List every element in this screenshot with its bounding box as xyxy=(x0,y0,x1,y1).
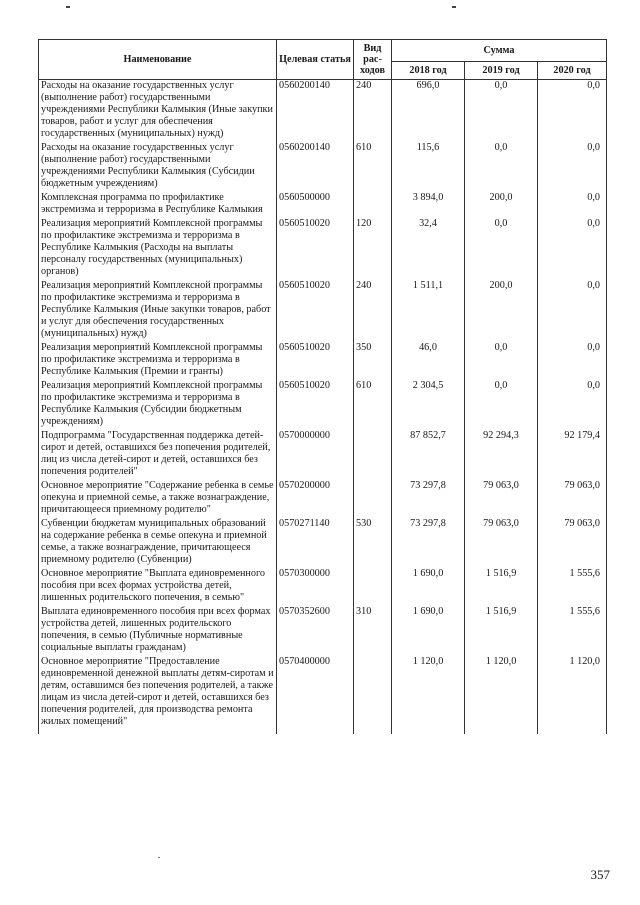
row-expense-type: 610 xyxy=(354,380,392,430)
table-row xyxy=(39,430,607,480)
scan-speck xyxy=(158,857,160,858)
row-sum-2018: 32,4 xyxy=(392,218,465,280)
row-sum-2020: 0,0 xyxy=(538,280,607,342)
row-sum-2020: 0,0 xyxy=(538,218,607,280)
row-target-article: 0570271140 xyxy=(277,518,354,568)
row-sum-2018: 1 690,0 xyxy=(392,568,465,606)
row-name: Реализация мероприятий Комплексной программы по профилактике экстремизма и терроризма в Республике Калмыкия (Расходы на выплаты персоналу государственных (муниципальных) органов) xyxy=(39,218,277,280)
row-name: Расходы на оказание государственных услуг (выполнение работ) государственными учреждениями Республики Калмыкия (Иные закупки товаров, работ и услуг для обеспечения государственных (муниципальных) нужд) xyxy=(39,80,277,143)
row-target-article: 0560510020 xyxy=(277,280,354,342)
table-row xyxy=(39,606,607,656)
row-target-article: 0570200000 xyxy=(277,480,354,518)
scan-mark xyxy=(66,6,70,8)
row-sum-2020: 0,0 xyxy=(538,80,607,143)
row-sum-2019: 92 294,3 xyxy=(465,430,538,480)
row-sum-2020: 0,0 xyxy=(538,192,607,218)
row-target-article: 0560200140 xyxy=(277,80,354,143)
row-sum-2020: 79 063,0 xyxy=(538,518,607,568)
row-sum-2019: 0,0 xyxy=(465,218,538,280)
table-row xyxy=(39,380,607,430)
row-sum-2020: 0,0 xyxy=(538,380,607,430)
row-expense-type: 240 xyxy=(354,280,392,342)
row-sum-2018: 46,0 xyxy=(392,342,465,380)
row-sum-2018: 2 304,5 xyxy=(392,380,465,430)
row-target-article: 0560500000 xyxy=(277,192,354,218)
row-sum-2020: 92 179,4 xyxy=(538,430,607,480)
row-name: Основное мероприятие "Выплата единовременного пособия при всех формах устройства детей, лишенных родительского попечения, в семью" xyxy=(39,568,277,606)
row-sum-2018: 73 297,8 xyxy=(392,518,465,568)
table-body xyxy=(39,80,607,735)
row-expense-type: 240 xyxy=(354,80,392,143)
page-number: 357 xyxy=(590,867,610,882)
row-name: Субвенции бюджетам муниципальных образований на содержание ребенка в семье опекуна и приемной семье, а также вознаграждение, причитающееся приемному родителю (Субвенции) xyxy=(39,518,277,568)
row-expense-type xyxy=(354,430,392,480)
row-sum-2020: 1 555,6 xyxy=(538,606,607,656)
row-target-article: 0560200140 xyxy=(277,142,354,192)
header-sum: Сумма xyxy=(392,40,607,62)
row-sum-2019: 79 063,0 xyxy=(465,480,538,518)
row-sum-2018: 87 852,7 xyxy=(392,430,465,480)
row-sum-2018: 3 894,0 xyxy=(392,192,465,218)
row-target-article: 0560510020 xyxy=(277,380,354,430)
row-name: Выплата единовременного пособия при всех формах устройства детей, лишенных родительского попечения, в семью (Публичные нормативные социальные выплаты гражданам) xyxy=(39,606,277,656)
row-sum-2019: 1 516,9 xyxy=(465,606,538,656)
row-name: Реализация мероприятий Комплексной программы по профилактике экстремизма и терроризма в Республике Калмыкия (Субсидии бюджетным учреждениям) xyxy=(39,380,277,430)
table-row xyxy=(39,342,607,380)
row-sum-2018: 73 297,8 xyxy=(392,480,465,518)
table-row xyxy=(39,192,607,218)
row-sum-2019: 0,0 xyxy=(465,142,538,192)
table-row xyxy=(39,656,607,734)
header-name: Наименование xyxy=(39,40,277,80)
scan-mark xyxy=(452,6,456,8)
row-sum-2018: 1 120,0 xyxy=(392,656,465,734)
row-expense-type xyxy=(354,656,392,734)
row-sum-2019: 0,0 xyxy=(465,342,538,380)
row-sum-2019: 0,0 xyxy=(465,80,538,143)
header-2020: 2020 год xyxy=(538,62,607,80)
header-2018: 2018 год xyxy=(392,62,465,80)
table-row xyxy=(39,518,607,568)
row-target-article: 0570000000 xyxy=(277,430,354,480)
row-target-article: 0560510020 xyxy=(277,342,354,380)
row-name: Реализация мероприятий Комплексной программы по профилактике экстремизма и терроризма в Республике Калмыкия (Иные закупки товаров, работ и услуг для обеспечения государственных (муниципальных) нужд) xyxy=(39,280,277,342)
row-sum-2018: 696,0 xyxy=(392,80,465,143)
table-row xyxy=(39,80,607,143)
row-name: Реализация мероприятий Комплексной программы по профилактике экстремизма и терроризма в Республике Калмыкия (Премии и гранты) xyxy=(39,342,277,380)
row-expense-type xyxy=(354,568,392,606)
row-target-article: 0570300000 xyxy=(277,568,354,606)
row-name: Основное мероприятие "Содержание ребенка в семье опекуна и приемной семье, а также вознаграждение, причитающееся приемному родителю" xyxy=(39,480,277,518)
budget-table xyxy=(38,39,607,734)
table-row xyxy=(39,280,607,342)
row-sum-2018: 1 511,1 xyxy=(392,280,465,342)
row-sum-2020: 1 120,0 xyxy=(538,656,607,734)
row-sum-2020: 79 063,0 xyxy=(538,480,607,518)
row-name: Расходы на оказание государственных услуг (выполнение работ) государственными учреждениями Республики Калмыкия (Субсидии бюджетным учреждениям) xyxy=(39,142,277,192)
header-target-article: Целевая статья xyxy=(277,40,354,80)
row-sum-2019: 1 120,0 xyxy=(465,656,538,734)
row-expense-type xyxy=(354,192,392,218)
row-expense-type: 350 xyxy=(354,342,392,380)
row-expense-type: 310 xyxy=(354,606,392,656)
row-expense-type: 530 xyxy=(354,518,392,568)
table-row xyxy=(39,568,607,606)
row-sum-2019: 79 063,0 xyxy=(465,518,538,568)
row-sum-2019: 0,0 xyxy=(465,380,538,430)
header-2019: 2019 год xyxy=(465,62,538,80)
row-sum-2020: 0,0 xyxy=(538,342,607,380)
row-name: Подпрограмма "Государственная поддержка детей-сирот и детей, оставшихся без попечения родителей, лиц из числа детей-сирот и детей, оставшихся без попечения родителей" xyxy=(39,430,277,480)
row-expense-type: 120 xyxy=(354,218,392,280)
row-sum-2020: 0,0 xyxy=(538,142,607,192)
row-sum-2018: 115,6 xyxy=(392,142,465,192)
table-row xyxy=(39,480,607,518)
row-expense-type xyxy=(354,480,392,518)
row-sum-2018: 1 690,0 xyxy=(392,606,465,656)
table-row xyxy=(39,218,607,280)
row-sum-2019: 200,0 xyxy=(465,280,538,342)
header-expense-type: Вид рас-ходов xyxy=(354,40,392,80)
row-target-article: 0560510020 xyxy=(277,218,354,280)
row-sum-2019: 1 516,9 xyxy=(465,568,538,606)
table-row xyxy=(39,142,607,192)
row-target-article: 0570400000 xyxy=(277,656,354,734)
row-expense-type: 610 xyxy=(354,142,392,192)
row-target-article: 0570352600 xyxy=(277,606,354,656)
row-sum-2019: 200,0 xyxy=(465,192,538,218)
row-sum-2020: 1 555,6 xyxy=(538,568,607,606)
row-name: Комплексная программа по профилактике экстремизма и терроризма в Республике Калмыкия xyxy=(39,192,277,218)
row-name: Основное мероприятие "Предоставление единовременной денежной выплаты детям-сиротам и детям, оставшимся без попечения родителей, а также лицам из числа детей-сирот и детей, оставшихся без попечения родителей, для производства ремонта жилых помещений" xyxy=(39,656,277,734)
